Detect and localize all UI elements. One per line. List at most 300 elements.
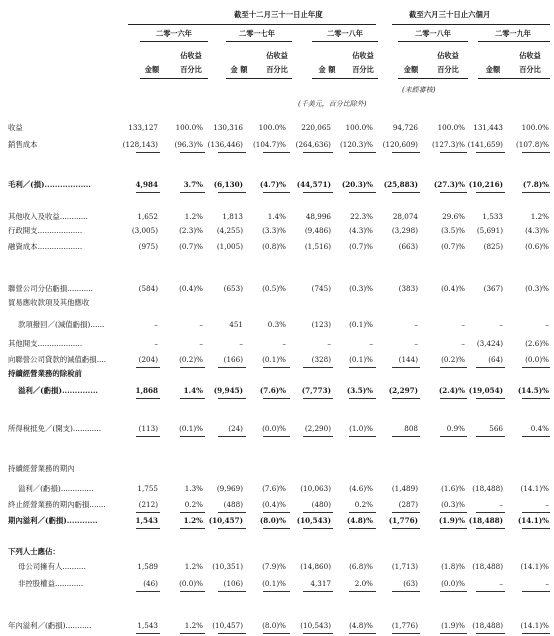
table-cell: 1,543 [137,621,158,630]
table-cell: (144) [398,355,418,364]
pct-header-line2: 百分比 [437,65,459,74]
table-cell: (14.1)% [520,484,549,493]
year-rule [398,41,468,42]
cell-underline [218,633,246,634]
table-cell: 1.2% [183,516,203,525]
table-cell: – [461,339,465,348]
table-cell: (2.4)% [438,386,465,395]
table-cell: (0.0)% [441,579,465,588]
cell-underline [263,436,290,437]
table-cell: (8.0)% [259,516,286,525]
table-cell: (264,636) [295,140,331,149]
table-cell: (5,691) [476,226,503,235]
table-cell: (113) [138,424,158,433]
cell-underline [180,192,205,193]
table-cell: – [199,339,203,348]
table-cell: 29.6% [442,212,465,221]
amount-header: 金 額 [318,65,336,74]
cell-underline [303,436,333,437]
header-bottom-rule [478,78,550,79]
row-label: 終止經營業務的期內虧損....... [8,500,106,509]
cell-underline [476,436,505,437]
table-cell: 0.2% [354,500,373,509]
cell-underline [180,436,205,437]
cell-underline [136,152,160,153]
cell-underline [180,398,205,399]
table-cell: 1,543 [135,516,158,525]
cell-underline [180,528,205,529]
table-cell: 133,127 [128,123,158,132]
table-cell: (4.8)% [349,621,373,630]
table-cell: (287) [398,500,418,509]
cell-underline [303,398,333,399]
cell-underline [136,633,160,634]
table-cell: – [499,320,503,329]
table-cell: – [327,339,331,348]
table-cell: 1,755 [137,484,158,493]
table-cell: (3.3)% [262,226,286,235]
table-cell: (1.0)% [349,424,373,433]
table-cell: 100.0% [175,123,203,132]
table-cell: (4.8)% [346,516,373,525]
row-label: 年內溢利／(虧損)........... [8,621,92,630]
cell-underline [349,152,376,153]
row-label: 行政開支................... [8,226,83,235]
table-cell: (0.8)% [262,242,286,251]
year-header-2018-h1: 二零一八年 [415,29,451,38]
table-cell: (18,488) [472,484,503,493]
table-cell: (141,659) [467,140,503,149]
cell-underline [476,528,505,529]
table-cell: (0.5)% [262,284,286,293]
row-label: 非控股權益............ [18,579,84,588]
table-cell: (14.1)% [520,621,549,630]
row-label: 期內溢利／(虧損)............ [8,516,98,525]
table-cell: 28,074 [392,212,418,221]
table-cell: (3.5)% [441,226,465,235]
year-header-2019-h1: 二零一九年 [495,29,531,38]
cell-underline [440,436,467,437]
table-cell: (0.7)% [349,242,373,251]
table-cell: (663) [398,242,418,251]
table-cell: (128,143) [122,140,158,149]
table-cell: (9,486) [304,226,331,235]
cell-underline [440,367,467,368]
cell-underline [136,192,160,193]
table-cell: (127.3)% [431,140,465,149]
table-cell: – [545,320,549,329]
cell-underline [522,152,550,153]
table-cell: (120,609) [382,140,418,149]
table-cell: (328) [311,355,331,364]
header-bottom-rule [398,78,468,79]
table-cell: (0.1)% [262,579,286,588]
table-cell: 2.0% [354,579,373,588]
table-cell: 4,984 [135,180,158,189]
table-cell: (104.7)% [252,140,286,149]
cell-underline [476,367,505,368]
table-cell: – [154,339,158,348]
table-cell: (1,713) [391,562,418,571]
year-rule [312,41,378,42]
cell-underline [392,152,420,153]
table-cell: (0.3)% [441,500,465,509]
table-cell: (0.1)% [179,424,203,433]
table-cell: (0.4)% [179,284,203,293]
cell-underline [263,528,290,529]
cell-underline [136,398,160,399]
cell-underline [392,398,420,399]
cell-underline [349,528,376,529]
pct-header-line1: 佔收益 [352,51,374,60]
row-label: 向聯營公司貸款的減值虧損.... [8,355,107,364]
group2-rule [392,24,550,25]
table-cell: (1,776) [388,516,418,525]
cell-underline [392,367,420,368]
table-cell: (7.8)% [522,180,549,189]
cell-underline [136,367,160,368]
cell-underline [136,512,160,513]
cell-underline [263,398,290,399]
table-cell: (1,516) [304,242,331,251]
pct-header-line1: 佔收益 [519,51,541,60]
row-label: 聯營公司分佔虧損........... [8,284,93,293]
table-cell: 100.0% [258,123,286,132]
table-cell: (367) [483,284,503,293]
year-header-2018: 二零一八年 [327,29,363,38]
group2-title: 截至六月三十日止六個月 [409,10,491,19]
row-label: 所得稅抵免／(開支)............ [8,424,102,433]
cell-underline [392,591,420,592]
table-cell: (4.3)% [525,226,549,235]
table-cell: 566 [489,424,503,433]
cell-underline [218,398,246,399]
amount-header: 金額 [403,65,419,74]
table-cell: 100.0% [437,123,465,132]
table-cell: 94,726 [392,123,418,132]
table-cell: 1.2% [184,562,203,571]
cell-underline [218,436,246,437]
cell-underline [440,192,467,193]
year-header-2016: 二零一六年 [156,29,192,38]
table-cell: (4.6)% [349,484,373,493]
table-cell: 100.0% [345,123,373,132]
table-cell: (136,446) [207,140,243,149]
cell-underline [303,512,333,513]
table-cell: (46) [143,579,158,588]
table-cell: 131,443 [473,123,503,132]
table-cell: 1.4% [267,212,286,221]
row-label: 款項撥回／(減值虧損)...... [18,320,105,329]
table-cell: (0.1)% [349,355,373,364]
cell-underline [392,512,420,513]
cell-underline [303,528,333,529]
table-cell: 22.3% [350,212,373,221]
cell-underline [522,436,550,437]
table-cell: (14.5)% [517,386,549,395]
table-cell: (1.6)% [441,484,465,493]
table-cell: 3.7% [183,180,203,189]
table-cell: – [199,320,203,329]
table-cell: (7.9)% [262,562,286,571]
row-label: 母公司擁有人.......... [18,562,86,571]
year-rule [478,41,550,42]
table-cell: 1,868 [135,386,158,395]
cell-underline [180,152,205,153]
cell-underline [263,367,290,368]
table-cell: (9,945) [213,386,243,395]
table-cell: (975) [138,242,158,251]
year-rule [226,41,292,42]
row-label: 收益 [8,123,23,132]
row-label: 貿易應收款項及其他應收 [8,298,90,307]
table-cell: – [369,339,373,348]
cell-underline [303,367,333,368]
unit-note: (千美元，百分比除外) [298,100,367,108]
table-cell: (2,290) [304,424,331,433]
row-label: 溢利／(虧損).............. [18,484,94,493]
table-cell: 0.2% [184,500,203,509]
table-cell: – [545,500,549,509]
row-label: 銷售成本 [8,140,38,149]
cell-underline [303,152,333,153]
table-cell: (0.1)% [262,355,286,364]
cell-underline [522,528,550,529]
cell-underline [303,192,333,193]
row-label: 融資成本................... [8,242,83,251]
table-cell: (0.0)% [262,424,286,433]
table-cell: (8.0)% [262,621,286,630]
pct-header-line2: 百分比 [180,65,202,74]
group1-rule [128,24,376,25]
table-cell: – [414,320,418,329]
cell-underline [349,591,376,592]
table-cell: – [499,579,503,588]
table-cell: (825) [483,242,503,251]
table-cell: (0.7)% [441,242,465,251]
cell-underline [392,192,420,193]
table-cell: (204) [138,355,158,364]
cell-underline [440,528,467,529]
table-cell: (6.8)% [349,562,373,571]
pct-header-line2: 百分比 [266,65,288,74]
pct-header-line2: 百分比 [352,65,374,74]
cell-underline [136,528,160,529]
row-label: 其他開支................... [8,339,83,348]
table-cell: 0.9% [446,424,465,433]
table-cell: (1.9)% [438,516,465,525]
table-cell: 1.4% [183,386,203,395]
cell-underline [218,528,246,529]
cell-underline [392,528,420,529]
row-label: 其他收入及收益............ [8,212,88,221]
table-cell: (3,298) [391,226,418,235]
table-cell: (18,488) [468,516,503,525]
table-cell: 130,316 [213,123,243,132]
table-cell: (6,130) [213,180,243,189]
table-cell: 451 [229,320,243,329]
cell-underline [392,633,420,634]
table-cell: – [282,339,286,348]
cell-underline [440,591,467,592]
table-cell: (653) [223,284,243,293]
table-cell: (7.6)% [262,484,286,493]
table-cell: (14.1)% [520,562,549,571]
pct-header-line1: 佔收益 [180,51,202,60]
table-cell: (0.3)% [349,284,373,293]
table-cell: (0.2)% [441,355,465,364]
table-cell: 100.0% [521,123,549,132]
cell-underline [440,152,467,153]
cell-underline [349,436,376,437]
cell-underline [522,512,550,513]
cell-underline [263,591,290,592]
table-cell: (7,773) [301,386,331,395]
table-cell: (107.8)% [515,140,549,149]
row-label: 持續經營業務的除稅前 [8,369,82,378]
cell-underline [263,192,290,193]
cell-underline [522,633,550,634]
table-cell: (10,216) [468,180,503,189]
table-cell: (2.6)% [525,339,549,348]
table-cell: (18,488) [472,562,503,571]
cell-underline [440,398,467,399]
table-cell: (4.7)% [259,180,286,189]
cell-underline [476,512,505,513]
table-cell: (0.0)% [179,579,203,588]
table-cell: (24) [228,424,243,433]
cell-underline [303,633,333,634]
table-cell: (10,351) [212,562,243,571]
cell-underline [263,512,290,513]
table-cell: (120.3)% [339,140,373,149]
table-cell: (0.4)% [441,284,465,293]
table-cell: 1,589 [137,562,158,571]
cell-underline [440,633,467,634]
pct-header-line2: 百分比 [519,65,541,74]
cell-underline [476,633,505,634]
cell-underline [522,591,550,592]
table-cell: (20.3)% [341,180,373,189]
table-cell: – [461,320,465,329]
table-cell: 1.3% [184,484,203,493]
table-cell: 220,065 [301,123,331,132]
table-cell: (18,488) [472,621,503,630]
table-cell: (14.1)% [517,516,549,525]
table-cell: (10,063) [300,484,331,493]
table-cell: (0.6)% [525,242,549,251]
table-cell: (25,883) [383,180,418,189]
table-cell: 1.2% [184,212,203,221]
cell-underline [476,591,505,592]
cell-underline [180,367,205,368]
table-cell: 1,813 [222,212,243,221]
cell-underline [218,591,246,592]
table-cell: (1,489) [391,484,418,493]
table-cell: 0.3% [267,320,286,329]
table-cell: (4,255) [216,226,243,235]
table-cell: – [545,579,549,588]
row-label: 溢利／(虧損).............. [18,386,98,395]
table-cell: (7.6)% [259,386,286,395]
cell-underline [136,436,160,437]
table-cell: (27.3)% [433,180,465,189]
header-bottom-rule [312,78,378,79]
table-cell: (1.9)% [441,621,465,630]
table-cell: (1,005) [216,242,243,251]
table-cell: (19,054) [468,386,503,395]
table-cell: 0.4% [530,424,549,433]
table-cell: (1,776) [391,621,418,630]
table-cell: (584) [138,284,158,293]
cell-underline [180,512,205,513]
table-cell: – [414,339,418,348]
cell-underline [218,512,246,513]
table-cell: (2.3)% [179,226,203,235]
table-cell: (14,860) [300,562,331,571]
cell-underline [349,633,376,634]
table-cell: (3.5)% [346,386,373,395]
table-cell: (106) [223,579,243,588]
table-cell: 1,652 [137,212,158,221]
table-cell: (10,543) [296,516,331,525]
table-cell: 1.2% [184,621,203,630]
table-cell: – [154,320,158,329]
table-cell: (3,424) [476,339,503,348]
table-cell: (1.8)% [441,562,465,571]
table-cell: – [499,500,503,509]
cell-underline [349,512,376,513]
table-cell: – [239,339,243,348]
cell-underline [180,633,205,634]
pct-header-line1: 佔收益 [437,51,459,60]
unaudited-note: (未經審核) [402,86,436,94]
cell-underline [218,152,246,153]
cell-underline [349,398,376,399]
cell-underline [392,436,420,437]
table-cell: (212) [138,500,158,509]
cell-underline [476,192,505,193]
cell-underline [349,192,376,193]
table-cell: (3,005) [131,226,158,235]
cell-underline [303,591,333,592]
row-label: 毛利／(損).................. [8,180,91,189]
table-cell: 4,317 [310,579,331,588]
table-cell: (488) [223,500,243,509]
table-cell: (745) [311,284,331,293]
table-cell: (2,297) [388,386,418,395]
table-cell: (4.3)% [349,226,373,235]
table-cell: (9,969) [216,484,243,493]
header-bottom-rule [226,78,292,79]
cell-underline [522,367,550,368]
table-cell: 808 [404,424,418,433]
table-cell: (10,543) [300,621,331,630]
cell-underline [263,633,290,634]
table-cell: (10,457) [208,516,243,525]
amount-header: 金額 [144,65,160,74]
cell-underline [476,152,505,153]
row-label: 持續經營業務的期內 [8,464,75,473]
table-cell: (0.3)% [525,284,549,293]
group1-title: 截至十二月三十一日止年度 [234,10,323,19]
row-label: 下列人士應佔： [8,547,60,556]
table-cell: (0.2)% [179,355,203,364]
cell-underline [218,367,246,368]
table-cell: (0.0)% [525,355,549,364]
table-cell: 1.2% [530,212,549,221]
table-cell: (63) [403,579,418,588]
